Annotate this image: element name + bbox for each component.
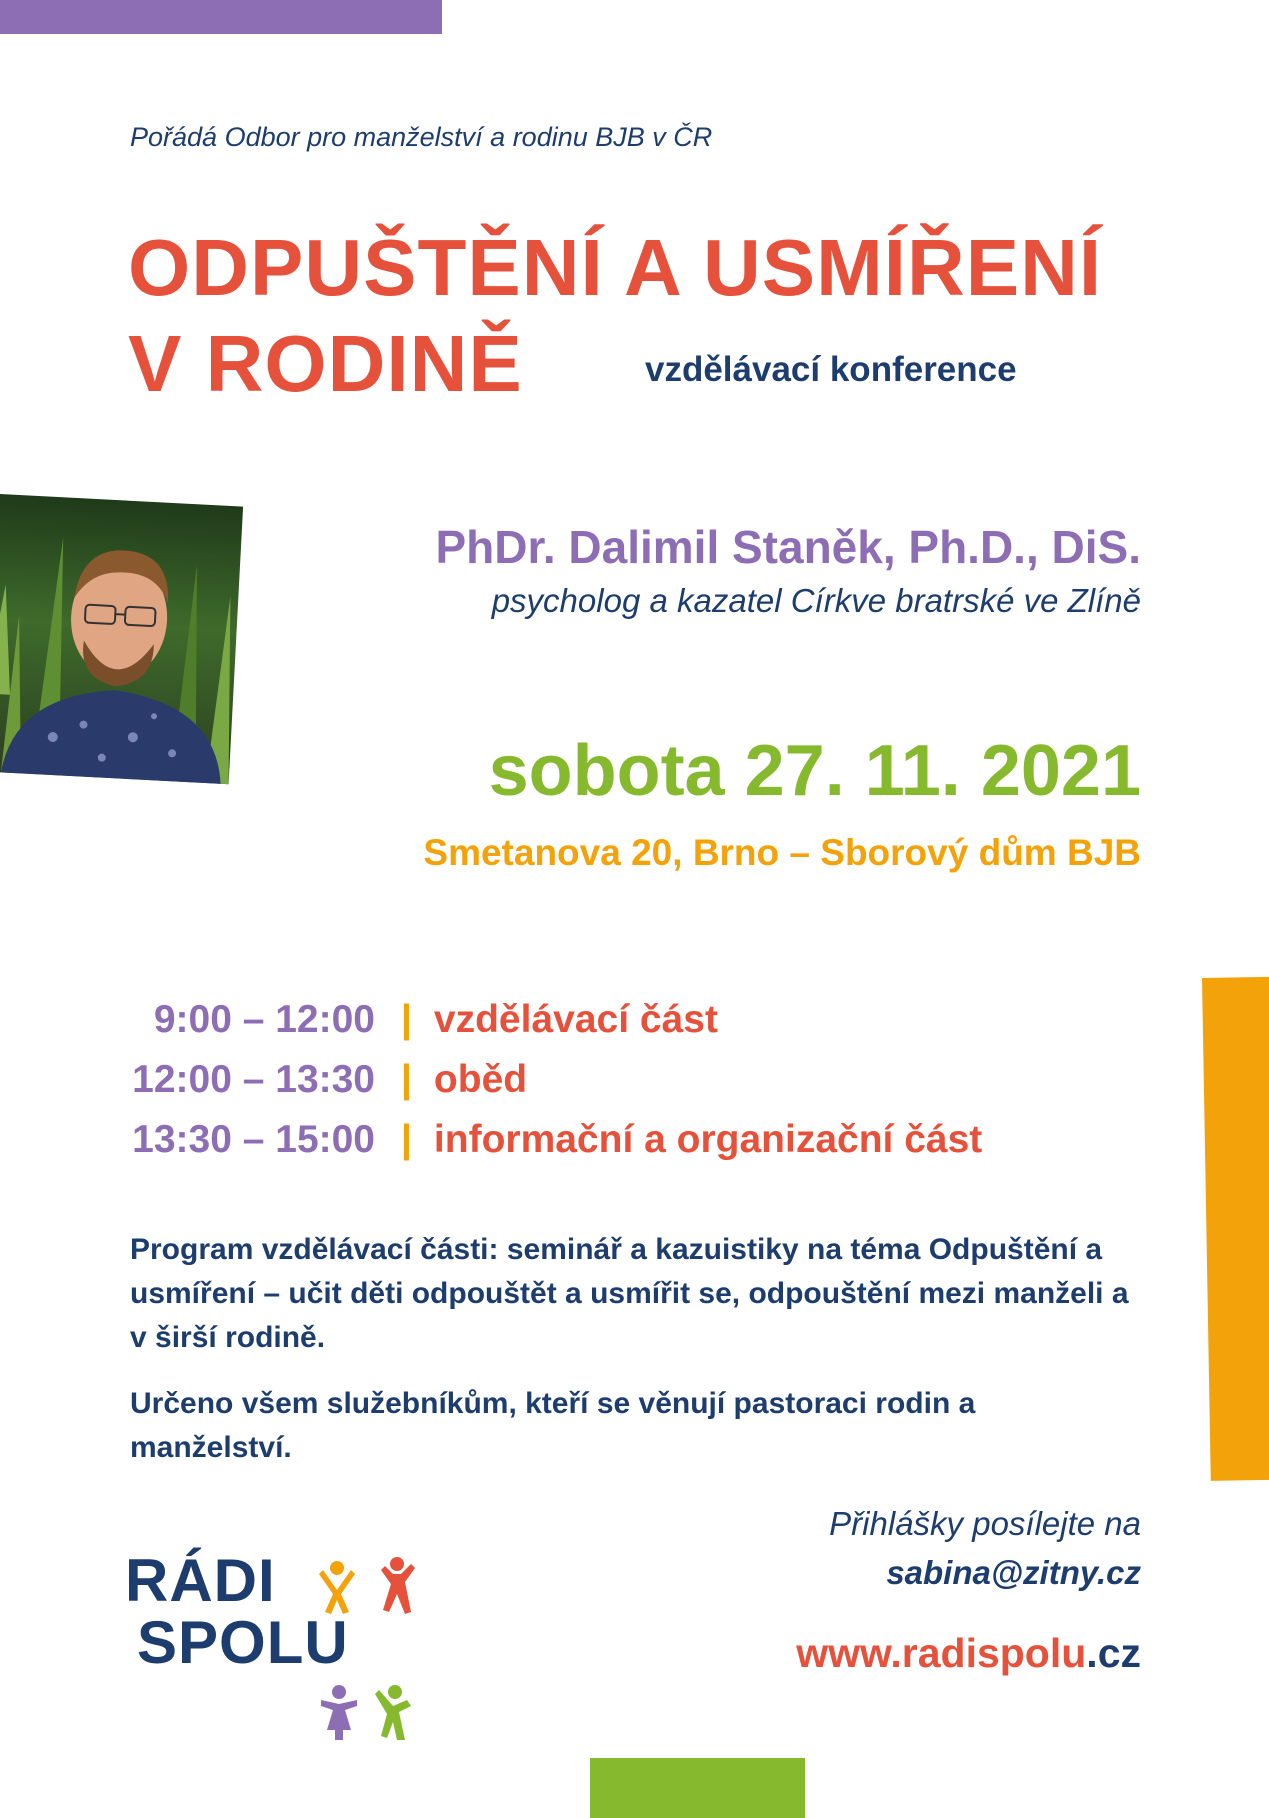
schedule xyxy=(120,990,982,1170)
organizer-line: Pořádá Odbor pro manželství a rodinu BJB v ČR xyxy=(130,122,713,152)
speaker-role: psycholog a kazatel Církve bratrské ve Zlíně xyxy=(491,582,1141,619)
speaker-photo xyxy=(0,494,243,785)
speaker-name: PhDr. Dalimil Staněk, Ph.D., DiS. xyxy=(435,521,1141,573)
program-description xyxy=(130,1228,1130,1492)
schedule-row xyxy=(120,1110,982,1170)
website-main: www.radispolu xyxy=(796,1630,1087,1676)
logo-line1: RÁDI xyxy=(125,1547,276,1614)
schedule-row xyxy=(120,1050,982,1110)
decor-bar-purple xyxy=(0,0,442,34)
website-link[interactable] xyxy=(796,1630,1141,1677)
schedule-separator: | xyxy=(401,998,412,1041)
logo-figures-bottom-icon xyxy=(315,1682,455,1742)
schedule-time: 13:30 – 15:00 xyxy=(132,1118,375,1161)
schedule-activity: oběd xyxy=(433,1058,528,1101)
event-date: sobota 27. 11. 2021 xyxy=(488,731,1141,811)
logo-figures-top-icon xyxy=(315,1556,455,1616)
decor-bar-green xyxy=(590,1758,805,1818)
logo-line2: SPOLU xyxy=(137,1609,349,1676)
radi-spolu-logo xyxy=(125,1547,465,1740)
schedule-activity: vzdělávací část xyxy=(433,998,718,1041)
registration-label: Přihlášky posílejte na xyxy=(829,1505,1141,1542)
schedule-separator: | xyxy=(401,1058,412,1101)
event-subtitle: vzdělávací konference xyxy=(645,350,1017,389)
event-title-line2: V RODINĚ xyxy=(128,319,523,408)
schedule-time: 9:00 – 12:00 xyxy=(153,998,375,1041)
schedule-row xyxy=(120,990,982,1050)
schedule-time: 12:00 – 13:30 xyxy=(132,1058,375,1101)
website-tld: .cz xyxy=(1086,1630,1141,1676)
program-text: Program vzdělávací části: seminář a kazuistiky na téma Odpuštění a usmíření – učit děti odpouštět a usmířit se, odpouštění mezi manželi a v širší rodině. xyxy=(130,1233,1129,1354)
decor-bar-orange xyxy=(1202,977,1269,1481)
schedule-separator: | xyxy=(401,1118,412,1161)
speaker-photo-illustration xyxy=(0,494,243,785)
registration-email-link[interactable]: sabina@zitny.cz xyxy=(886,1554,1141,1591)
event-place: Smetanova 20, Brno – Sborový dům BJB xyxy=(423,832,1141,873)
event-title-line1: ODPUŠTĚNÍ A USMÍŘENÍ xyxy=(128,223,1103,312)
audience-text: Určeno všem služebníkům, kteří se věnují pastoraci rodin a manželství. xyxy=(130,1387,976,1464)
schedule-activity: informační a organizační část xyxy=(433,1118,983,1161)
